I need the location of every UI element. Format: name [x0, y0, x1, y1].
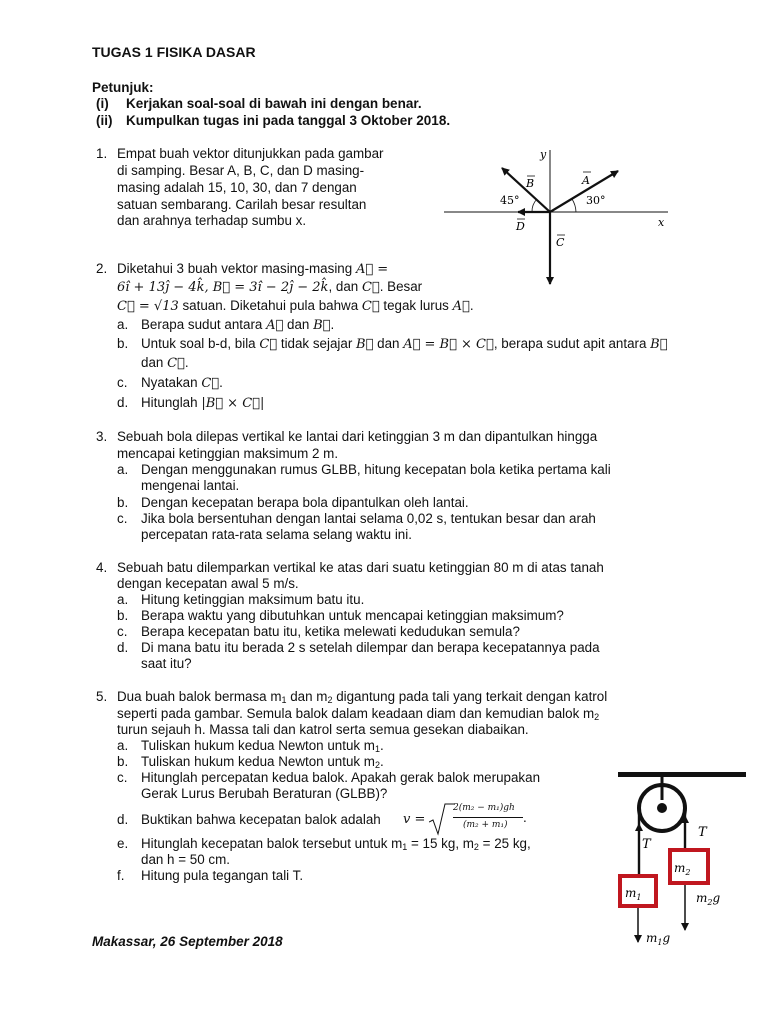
q5-text: Dua buah balok bermasa m — [117, 689, 282, 704]
question-text: dan arahnya terhadap sumbu x. — [117, 213, 307, 228]
q2-text: . Besar — [379, 279, 423, 294]
sub-text — [141, 375, 223, 391]
page-title: TUGAS 1 FISIKA DASAR — [92, 44, 256, 60]
subscript: 1 — [374, 744, 380, 754]
sub-letter: c. — [117, 375, 128, 390]
question-text: turun sejauh h. Massa tali dan katrol serta semua gesekan diabaikan. — [117, 722, 529, 737]
instruction-text: Kumpulkan tugas ini pada tanggal 3 Oktober 2018. — [126, 113, 451, 128]
sub-text — [141, 395, 264, 411]
math-expression: B⃗ — [313, 318, 331, 333]
sub-text: mengenai lantai. — [141, 478, 240, 493]
q2-text: . — [330, 317, 335, 332]
q5-text: . — [379, 754, 384, 769]
question-text: masing adalah 15, 10, 30, dan 7 dengan — [117, 180, 357, 195]
vector-a-label: A — [582, 174, 590, 187]
sub-letter: c. — [117, 511, 128, 526]
math-expression: A⃗ = — [355, 262, 389, 277]
vector-diagram — [436, 140, 676, 290]
sub-letter: d. — [117, 395, 129, 410]
q2-text: satuan. Diketahui pula bahwa — [182, 298, 359, 313]
question-text: mencapai ketinggian maksimum 2 m. — [117, 446, 339, 461]
vector-c-label: C — [556, 236, 565, 249]
instruction-number: (i) — [96, 96, 109, 111]
sub-text: Gerak Lurus Berubah Beraturan (GLBB)? — [141, 786, 388, 801]
math-expression: C⃗ = √13 — [117, 299, 179, 314]
question-text: Empat buah vektor ditunjukkan pada gambar — [117, 146, 384, 161]
sub-text: Buktikan bahwa kecepatan balok adalah — [141, 812, 381, 827]
sub-text — [141, 754, 384, 770]
q2-text: Hitunglah — [141, 395, 198, 410]
sub-letter: c. — [117, 770, 128, 785]
sub-text — [141, 738, 384, 754]
question-number: 1. — [96, 146, 108, 161]
instructions-heading: Petunjuk: — [92, 80, 154, 95]
subscript: 2 — [374, 760, 380, 770]
sub-letter: a. — [117, 462, 129, 477]
math-expression: A⃗ — [452, 299, 470, 314]
math-expression: A⃗ — [266, 318, 284, 333]
question-text: Sebuah batu dilemparkan vertikal ke atas dari suatu ketinggian 80 m di atas tanah — [117, 560, 604, 575]
sub-text — [141, 836, 531, 852]
q5-text: . — [379, 738, 384, 753]
math-expression: C⃗ — [259, 337, 278, 352]
sub-letter: e. — [117, 836, 129, 851]
q2-text: dan — [377, 336, 400, 351]
question-text: Sebuah bola dilepas vertikal ke lantai dari ketinggian 3 m dan dipantulkan hingga — [117, 429, 598, 444]
question-text — [117, 706, 599, 722]
subscript: 1 — [402, 842, 408, 852]
sub-text: Berapa waktu yang dibutuhkan untuk mencapai ketinggian maksimum? — [141, 608, 564, 623]
sub-text: Hitunglah percepatan kedua balok. Apakah gerak balok merupakan — [141, 770, 541, 785]
math-expression: B⃗ — [650, 337, 668, 352]
q5-text: = 15 kg, m — [407, 836, 474, 851]
weight-label-m2: $m_2g$ — [696, 891, 721, 907]
q5-text: = 25 kg, — [478, 836, 531, 851]
question-text — [117, 298, 474, 314]
sub-text: Dengan menggunakan rumus GLBB, hitung kecepatan bola ketika pertama kali — [141, 462, 611, 477]
tension-label-right: T — [698, 825, 707, 840]
q2-text: , dan — [328, 279, 359, 294]
pulley-axle — [657, 803, 667, 813]
formula-denominator: (m₂ + m₁) — [463, 820, 508, 830]
tension-label-left: T — [642, 837, 651, 852]
question-text — [117, 689, 607, 705]
velocity-formula — [403, 802, 533, 836]
ceiling-beam — [618, 772, 746, 777]
question-number: 3. — [96, 429, 108, 444]
x-axis-label: x — [658, 216, 665, 229]
sub-text: Hitung pula tegangan tali T. — [141, 868, 304, 883]
vector-b-label: B — [526, 177, 535, 190]
q5-text: digantung pada tali yang terkait dengan katrol — [332, 689, 608, 704]
q2-text: Berapa sudut antara — [141, 317, 263, 332]
q5-text: Tuliskan hukum kedua Newton untuk m — [141, 738, 375, 753]
formula-numerator: 2(m₂ − m₁)gh — [453, 803, 515, 813]
sub-letter: b. — [117, 754, 129, 769]
q2-text: tegak lurus — [383, 298, 449, 313]
footer-date: Makassar, 26 September 2018 — [92, 934, 283, 949]
instruction-text: Kerjakan soal-soal di bawah ini dengan benar. — [126, 96, 422, 111]
math-expression: |B⃗ × C⃗| — [201, 396, 265, 411]
sub-letter: a. — [117, 738, 129, 753]
sub-text: Dengan kecepatan berapa bola dipantulkan oleh lantai. — [141, 495, 469, 510]
q2-text: Untuk soal b-d, bila — [141, 336, 256, 351]
math-expression: C⃗ — [167, 356, 185, 371]
sub-letter: a. — [117, 317, 129, 332]
weight-label-m1: $m_1g$ — [646, 931, 671, 947]
question-number: 2. — [96, 261, 108, 276]
sub-letter: d. — [117, 812, 129, 827]
angle-left-label: 45° — [500, 194, 520, 207]
q2-text: Nyatakan — [141, 375, 198, 390]
q5-text: Hitunglah kecepatan balok tersebut untuk m — [141, 836, 403, 851]
pulley-diagram — [610, 762, 755, 952]
q2-text: Diketahui 3 buah vektor masing-masing — [117, 261, 353, 276]
math-expression: C⃗ — [201, 376, 220, 391]
q2-text: . — [219, 375, 223, 390]
sub-letter: f. — [117, 868, 125, 883]
instruction-number: (ii) — [96, 113, 113, 128]
mass-m2-label: $m_2$ — [674, 861, 691, 877]
subscript: 2 — [327, 695, 333, 705]
q5-text: Tuliskan hukum kedua Newton untuk m — [141, 754, 375, 769]
math-expression: 6î + 13ĵ − 4k̂, B⃗ = 3î − 2ĵ − 2k̂ — [117, 280, 329, 295]
sub-text: percepatan rata-rata selama selang waktu ini. — [141, 527, 412, 542]
sub-text: Hitung ketinggian maksimum batu itu. — [141, 592, 365, 607]
math-expression: B⃗ — [356, 337, 374, 352]
question-text: dengan kecepatan awal 5 m/s. — [117, 576, 299, 591]
sub-letter: b. — [117, 336, 129, 351]
sub-letter: a. — [117, 592, 129, 607]
sub-text: Di mana batu itu berada 2 s setelah dilempar dan berapa kecepatannya pada — [141, 640, 600, 655]
subscript: 1 — [281, 695, 287, 705]
question-number: 5. — [96, 689, 108, 704]
fraction-bar — [453, 817, 523, 818]
math-expression: C⃗ — [361, 299, 380, 314]
math-expression: C⃗ — [361, 280, 380, 295]
question-text: di samping. Besar A, B, C, dan D masing- — [117, 163, 365, 178]
sub-text: Berapa kecepatan batu itu, ketika melewati kedudukan semula? — [141, 624, 520, 639]
y-axis-label: y — [540, 148, 547, 161]
sub-text: dan h = 50 cm. — [141, 852, 230, 867]
q2-text: . — [469, 298, 474, 313]
q5-text: seperti pada gambar. Semula balok dalam keadaan diam dan kemudian balok m — [117, 706, 595, 721]
angle-right-label: 30° — [586, 194, 606, 207]
formula-v: v = — [403, 812, 426, 827]
vector-d-label: D — [516, 220, 525, 233]
sub-text — [141, 355, 189, 371]
subscript: 2 — [594, 712, 600, 722]
sub-letter: d. — [117, 640, 129, 655]
angle-arc-right — [572, 199, 576, 212]
sub-text: saat itu? — [141, 656, 192, 671]
question-text — [117, 279, 422, 295]
sub-text: Jika bola bersentuhan dengan lantai selama 0,02 s, tentukan besar dan arah — [141, 511, 596, 526]
question-text: satuan sembarang. Carilah besar resultan — [117, 197, 367, 212]
question-number: 4. — [96, 560, 108, 575]
q5-text: dan m — [286, 689, 328, 704]
mass-m1-label: $m_1$ — [625, 886, 642, 902]
q2-text: dan — [287, 317, 310, 332]
sub-letter: c. — [117, 624, 128, 639]
q2-text: dan — [141, 355, 164, 370]
q2-text: , berapa sudut apit antara — [493, 336, 647, 351]
formula-end: . — [523, 810, 527, 825]
q2-text: tidak sejajar — [280, 336, 353, 351]
angle-arc-left — [532, 199, 537, 212]
sub-letter: b. — [117, 495, 129, 510]
sub-text — [141, 317, 334, 333]
sub-letter: b. — [117, 608, 129, 623]
sqrt-sign — [429, 802, 455, 836]
subscript: 2 — [473, 842, 479, 852]
question-text — [117, 261, 388, 277]
sub-text — [141, 336, 668, 352]
math-expression: A⃗ = B⃗ × C⃗ — [403, 337, 494, 352]
q2-text: . — [184, 355, 189, 370]
